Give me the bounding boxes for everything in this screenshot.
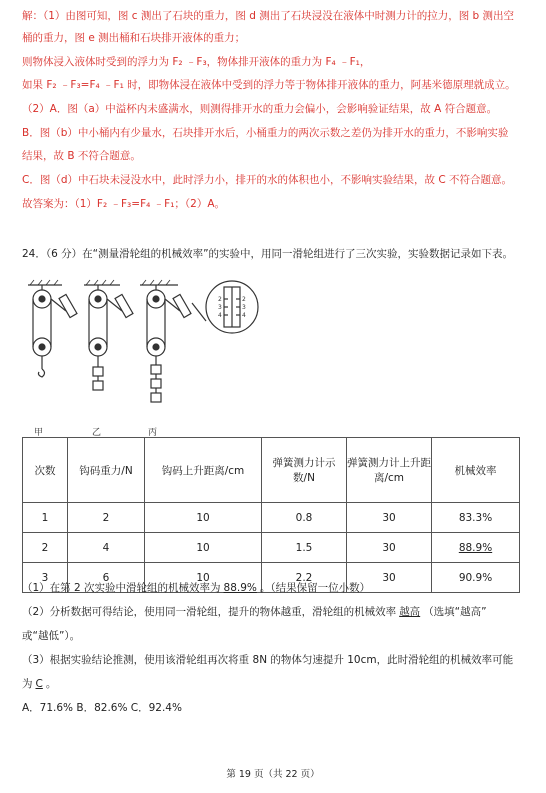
q2-answer: 越高 [399,606,421,618]
table-cell: 2 [68,503,145,533]
solution-line: 桶的重力，图 e 测出桶和石块排开液体的重力； [22,32,246,44]
inset-tick: 3 [218,304,222,311]
table-cell: 2 [23,533,68,563]
q1-suffix: 。（结果保留一位小数） [259,582,371,594]
table-header: 弹簧测力计上升距离/cm [347,438,432,503]
figure-label-jia: 甲 [34,428,44,438]
solution-line: B．图（b）中小桶内有少量水，石块排开水后，小桶重力的两次示数之差仍为排开水的重力，不影响实验 [22,127,509,139]
subquestion-3-cont [22,676,56,691]
table-cell: 2.2 [262,563,347,593]
table-cell: 83.3% [432,503,520,533]
q2-text: （2）分析数据可得结论，使用同一滑轮组，提升的物体越重，滑轮组的机械效率 [22,606,397,618]
solution-line: （2）A．图（a）中溢杯内未盛满水，则测得排开水的重力会偏小，会影响验证结果，故 A 符合题意。 [22,103,498,115]
table-header-row [23,438,520,503]
inset-tick: 2 [218,296,222,303]
table-cell: 4 [68,533,145,563]
question-stem: 24．（6 分）在“测量滑轮组的机械效率”的实验中，用同一滑轮组进行了三次实验，实验数据记录如下表。 [22,248,514,260]
inset-tick: 4 [242,312,246,319]
table-cell: 1 [23,503,68,533]
table-cell: 30 [347,503,432,533]
table-cell: 88.9% [432,533,520,563]
q2-suffix: （选填“越高” [423,606,487,618]
solution-line: 故答案为：（1）F₂ ﹣F₃=F₄ ﹣F₁；（2）A。 [22,198,226,210]
q3-suffix: 。 [45,678,57,690]
solution-line: C．图（d）中石块未浸没水中，此时浮力小，排开的水的体积也小，不影响实验结果，故 C 不符合题意。 [22,174,513,186]
table-cell: 6 [68,563,145,593]
table-header: 弹簧测力计示数/N [262,438,347,503]
table-row [23,533,520,563]
q3-answer: C [35,678,43,690]
table-cell: 10 [145,533,262,563]
solution-line: 如果 F₂ ﹣F₃=F₄ ﹣F₁ 时，即物体浸在液体中受到的浮力等于物体排开液体的重力，阿基米德原理就成立。 [22,79,516,91]
subquestion-2 [22,604,487,619]
inset-tick: 3 [242,304,246,311]
table-cell: 10 [145,503,262,533]
solution-line: 解：（1）由图可知，图 c 测出了石块的重力，图 d 测出了石块浸没在液体中时测力计的拉力，图 b 测出空 [22,10,515,22]
data-table [22,437,520,593]
figure-label-bing: 丙 [148,428,158,438]
table-header: 钩码上升距离/cm [145,438,262,503]
table-header: 钩码重力/N [68,438,145,503]
table-cell: 10 [145,563,262,593]
subquestion-2-cont: 或“越低”）。 [22,630,81,642]
figure-label-yi: 乙 [92,428,102,438]
page-footer: 第 19 页（共 22 页） [226,769,320,780]
subquestion-1 [22,580,370,595]
inset-tick: 4 [218,312,222,319]
table-cell: 30 [347,563,432,593]
q3-text: 为 [22,678,33,690]
pulley-figure [22,277,262,437]
table-header: 机械效率 [432,438,520,503]
table-cell: 30 [347,533,432,563]
table-row [23,503,520,533]
table-cell: 3 [23,563,68,593]
table-cell: 1.5 [262,533,347,563]
answer-options: A．71.6% B．82.6% C．92.4% [22,702,182,714]
table-header: 次数 [23,438,68,503]
solution-line: 则物体浸入液体时受到的浮力为 F₂ ﹣F₃，物体排开液体的重力为 F₄ ﹣F₁， [22,56,371,68]
subquestion-3: （3）根据实验结论推测，使用该滑轮组再次将重 8N 的物体匀速提升 10cm，此时滑轮组的机械效率可能 [22,654,514,666]
solution-line: 结果，故 B 不符合题意。 [22,150,141,162]
table-cell: 90.9% [432,563,520,593]
table-cell: 0.8 [262,503,347,533]
inset-tick: 2 [242,296,246,303]
q1-text: （1）在第 2 次实验中滑轮组的机械效率为 [22,582,221,594]
q1-answer: 88.9% [223,582,257,594]
